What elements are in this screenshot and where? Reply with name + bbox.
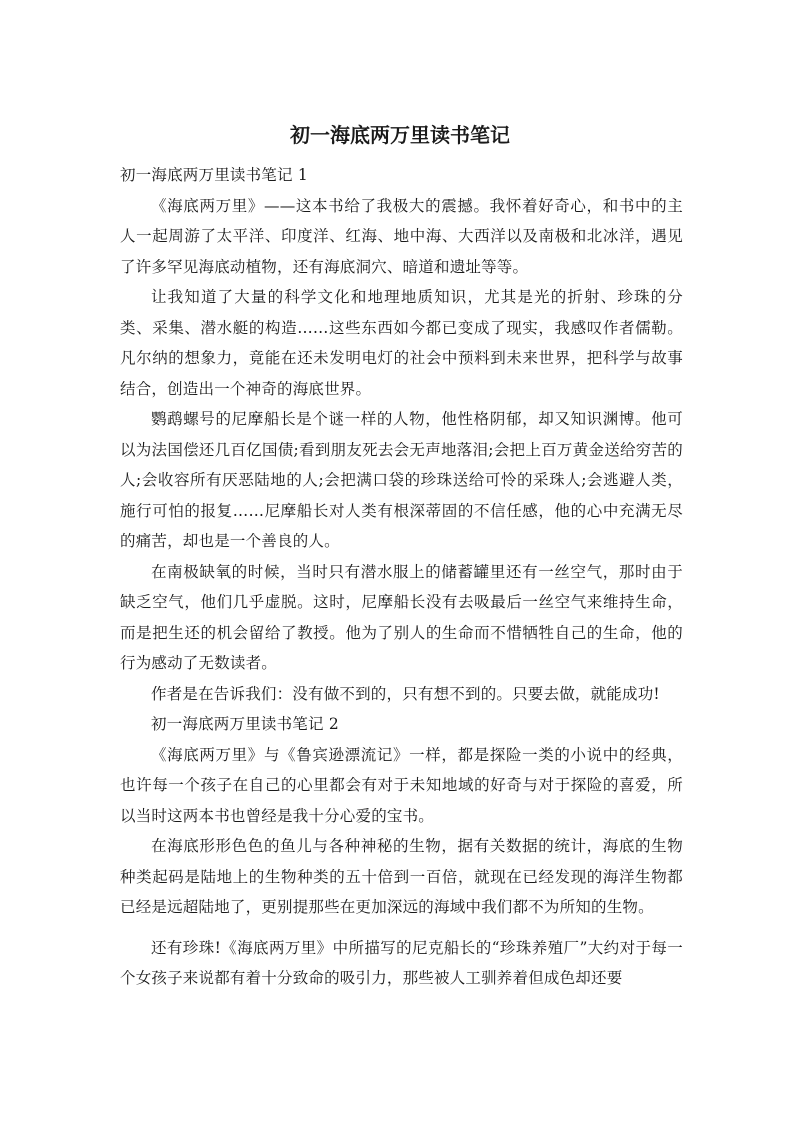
section-2-paragraph-2: 在海底形形色色的鱼儿与各种神秘的生物，据有关数据的统计，海底的生物种类起码是陆地上的生物种类的五十倍到一百倍，就现在已经发现的海洋生物都已经是远超陆地了，更别提那些在更加深远的海域中我们都不为所知的生物。 bbox=[120, 837, 683, 916]
section-1-paragraph-3: 鹦鹉螺号的尼摩船长是个谜一样的人物，他性格阴郁，却又知识渊博。他可以为法国偿还几百亿国债;看到朋友死去会无声地落泪;会把上百万黄金送给穷苦的人;会收容所有厌恶陆地的人;会把满口袋的珍珠送给可怜的采珠人;会逃避人类，施行可怕的报复……尼摩船长对人类有根深蒂固的不信任感，他的心中充满无尽的痛苦，却也是一个善良的人。 bbox=[120, 410, 683, 550]
section-1-paragraph-5: 作者是在告诉我们：没有做不到的，只有想不到的。只要去做，就能成功! bbox=[151, 684, 660, 703]
section-1-heading: 初一海底两万里读书笔记 1 bbox=[120, 166, 308, 184]
section-2-paragraph-3: 还有珍珠!《海底两万里》中所描写的尼克船长的“珍珠养殖厂”大约对于每一个女孩子来说都有着十分致命的吸引力，那些被人工驯养着但成色却还要 bbox=[120, 938, 683, 987]
section-2-paragraph-1: 《海底两万里》与《鲁宾逊漂流记》一样，都是探险一类的小说中的经典，也许每一个孩子在自己的心里都会有对于未知地域的好奇与对于探险的喜爱，所以当时这两本书也曾经是我十分心爱的宝书。 bbox=[120, 745, 683, 825]
document-body bbox=[120, 160, 683, 994]
document-title: 初一海底两万里读书笔记 bbox=[290, 123, 510, 147]
section-1-paragraph-4: 在南极缺氧的时候，当时只有潜水服上的储蓄罐里还有一丝空气，那时由于缺乏空气，他们几乎虚脱。这时，尼摩船长没有去吸最后一丝空气来维持生命，而是把生还的机会留给了教授。他为了别人的生命而不惜牺牲自己的生命，他的行为感动了无数读者。 bbox=[120, 562, 683, 672]
section-1-paragraph-1: 《海底两万里》——这本书给了我极大的震撼。我怀着好奇心，和书中的主人一起周游了太平洋、印度洋、红海、地中海、大西洋以及南极和北冰洋，遇见了许多罕见海底动植物，还有海底洞穴、暗道和遗址等等。 bbox=[120, 196, 683, 276]
section-1-paragraph-2: 让我知道了大量的科学文化和地理地质知识，尤其是光的折射、珍珠的分类、采集、潜水艇的构造……这些东西如今都已变成了现实，我感叹作者儒勒。凡尔纳的想象力，竟能在还未发明电灯的社会中预料到未来世界，把科学与故事结合，创造出一个神奇的海底世界。 bbox=[120, 288, 683, 398]
section-2-heading: 初一海底两万里读书笔记 2 bbox=[151, 715, 339, 733]
